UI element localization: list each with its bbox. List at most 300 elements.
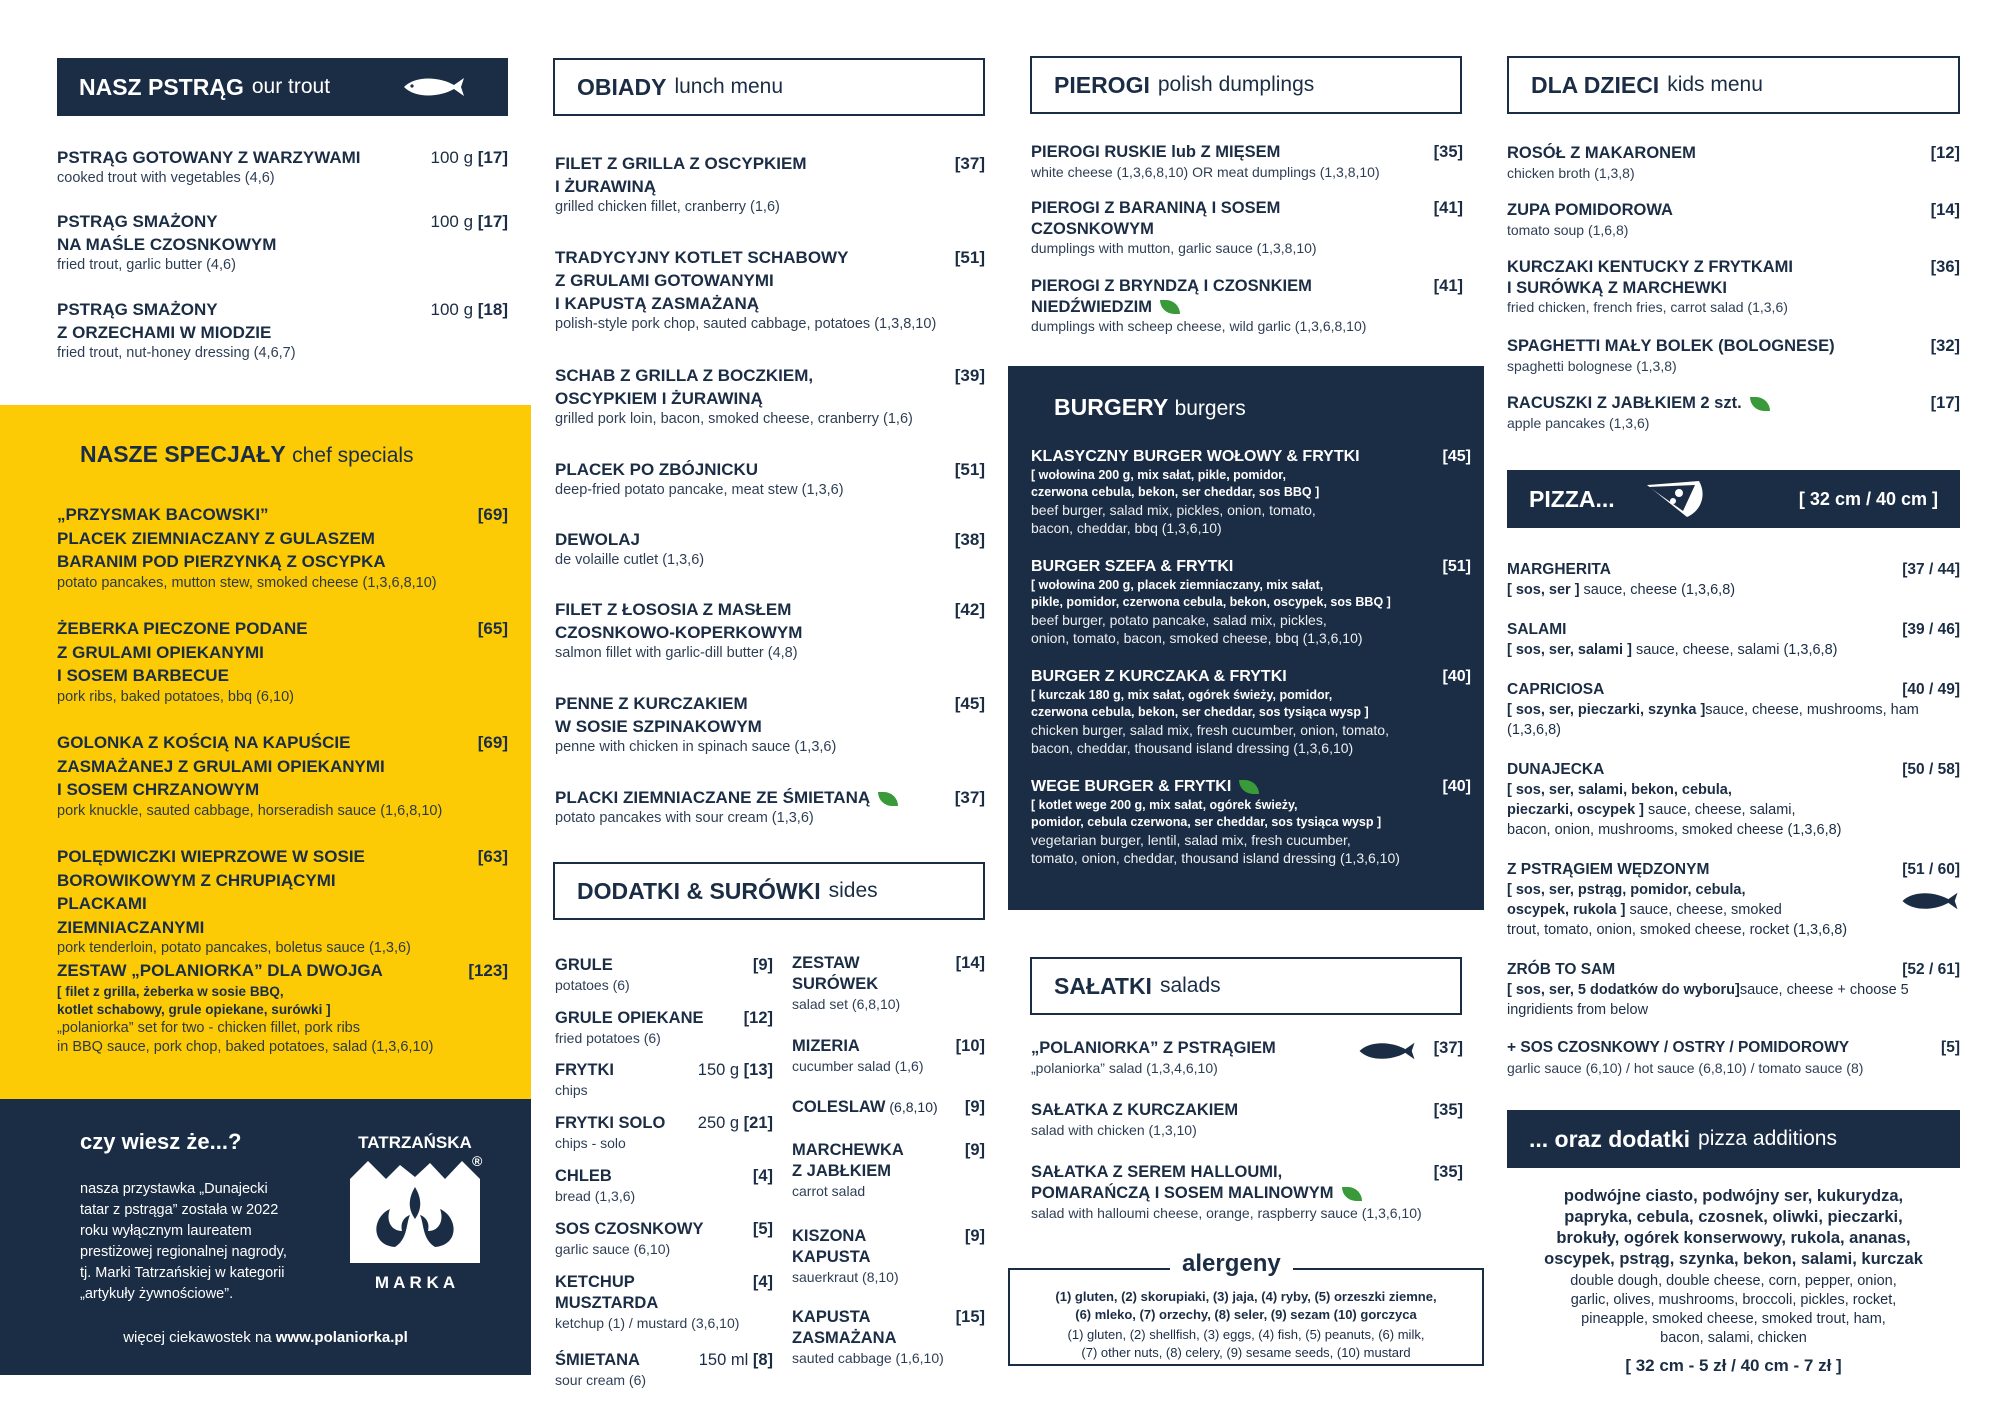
item-description: sauce, cheese, mushrooms, ham (1,3,6,8) (1507, 702, 1919, 738)
burgers-panel (1008, 366, 1484, 910)
item-price (955, 598, 985, 621)
item-description: sauce, cheese + choose 5 ingridients from below (1507, 982, 1909, 1018)
lunch-title: OBIADY (577, 73, 667, 100)
item-description: pork ribs, baked potatoes, bbq (6,10) (57, 688, 294, 705)
item-ingredients-text: [ sos, ser, pieczarki, szynka ] (1507, 702, 1706, 718)
item-description: garlic sauce (6,10) / hot sauce (6,8,10) / tomato sauce (8) (1507, 1060, 1864, 1076)
item-description: penne with chicken in spinach sauce (1,3,6) (555, 739, 837, 755)
item-name (57, 959, 508, 983)
item-name-text: SAŁATKA Z KURCZAKIEM (1031, 1101, 1239, 1119)
item-description: cooked trout with vegetables (4,6) (57, 170, 275, 186)
item-price (468, 959, 508, 983)
logo-mountain-icon (350, 1157, 480, 1263)
item-name-text: SCHAB Z GRILLA Z BOCZKIEM, OSCYPKIEM I ŻURAWINĄ (555, 366, 814, 408)
item-name-text: FILET Z ŁOSOSIA Z MASŁEM CZOSNKOWO-KOPERKOWYM (555, 600, 803, 642)
item-name-text: SAŁATKA Z SEREM HALLOUMI, POMARAŃCZĄ I SOSEM MALINOWYM (1031, 1163, 1334, 1202)
additions-subtitle: pizza additions (1698, 1127, 1837, 1150)
item-price-value: [17] (477, 148, 508, 167)
item-price (1931, 336, 1960, 357)
item-price-value: [21] (743, 1114, 773, 1132)
menu-item (1507, 200, 1960, 239)
special-item (57, 731, 508, 821)
item-price-value: [45] (1442, 448, 1471, 465)
item-price (1443, 776, 1471, 797)
item-name-text: MIZERIA (792, 1037, 860, 1055)
item-price-value: [39 / 46] (1902, 621, 1960, 638)
item-name (792, 1097, 985, 1118)
item-name (555, 1166, 773, 1187)
item-price-value: [51] (954, 248, 985, 267)
item-price (698, 1113, 773, 1134)
item-name-text: SOS CZOSNKOWY (555, 1220, 704, 1238)
item-ingredients (57, 983, 508, 1019)
item-price-value: [51] (954, 460, 985, 479)
item-price-value: [51 / 60] (1902, 861, 1960, 878)
item-description: beef burger, salad mix, pickles, onion, tomato, bacon, cheddar, bbq (1,3,6,10) (1031, 502, 1316, 536)
item-price (955, 152, 985, 175)
menu-item (555, 1113, 773, 1152)
special-item (57, 503, 508, 593)
item-name-text: KLASYCZNY BURGER WOŁOWY & FRYTKI (1031, 448, 1360, 465)
item-name (555, 786, 985, 809)
item-name (555, 955, 773, 976)
item-name (1507, 200, 1960, 221)
menu-item (792, 1226, 985, 1286)
item-price-value: [63] (477, 847, 508, 866)
menu-item (1507, 393, 1960, 432)
item-weight: 250 g (697, 1114, 744, 1132)
item-weight: 150 g (697, 1061, 744, 1079)
item-description: de volaille cutlet (1,3,6) (555, 552, 705, 568)
item-price-value: [35] (1433, 1163, 1463, 1181)
menu-item (555, 246, 985, 334)
item-price (955, 692, 985, 715)
item-description: chips - solo (555, 1135, 626, 1151)
item-description: grilled chicken fillet, cranberry (1,6) (555, 199, 780, 215)
item-price (1902, 620, 1960, 640)
item-description: salmon fillet with garlic-dill butter (4,8) (555, 645, 798, 661)
item-price (1443, 666, 1471, 687)
item-name-text: KISZONA KAPUSTA (792, 1227, 871, 1266)
item-ingredients (1507, 640, 1960, 660)
item-name (1507, 257, 1960, 298)
item-name-text: ROSÓŁ Z MAKARONEM (1507, 144, 1696, 162)
menu-item (555, 598, 985, 663)
specials-title: NASZE SPECJAŁY (80, 441, 286, 467)
item-price-value: [37] (954, 154, 985, 173)
item-ingredients (1031, 687, 1471, 721)
burgers-header (1054, 394, 1246, 421)
item-name-text: COLESLAW (792, 1098, 886, 1116)
kids-subtitle: kids menu (1667, 73, 1763, 96)
item-price (955, 364, 985, 387)
menu-item (1507, 560, 1960, 600)
specials-panel (0, 405, 531, 1099)
item-description: fried trout, garlic butter (4,6) (57, 257, 236, 273)
item-allergens: (6,8,10) (885, 1099, 938, 1115)
item-name-text: TRADYCYJNY KOTLET SCHABOWY Z GRULAMI GOTOWANYMI I KAPUSTĄ ZASMAŻANĄ (555, 248, 849, 313)
item-price (1902, 560, 1960, 580)
item-price-value: [40] (1442, 668, 1471, 685)
item-price-value: [50 / 58] (1902, 761, 1960, 778)
item-price-value: [45] (954, 694, 985, 713)
item-name-text: PIEROGI RUSKIE lub Z MIĘSEM (1031, 143, 1281, 161)
trout-subtitle: our trout (251, 75, 331, 98)
item-description: vegetarian burger, lentil, salad mix, fresh cucumber, tomato, onion, cheddar, thousand island dressing (1,3,6,10) (1031, 832, 1400, 866)
item-name (1031, 446, 1471, 467)
item-description: potato pancakes with sour cream (1,3,6) (555, 810, 814, 826)
item-name-text: PIEROGI Z BARANINĄ I SOSEM CZOSNKOWYM (1031, 199, 1281, 238)
item-name (1031, 1100, 1463, 1121)
menu-item (57, 298, 508, 363)
item-ingredients (1031, 577, 1471, 611)
item-name-text: RACUSZKI Z JABŁKIEM 2 szt. (1507, 394, 1742, 412)
menu-item (1507, 760, 1960, 840)
tatra-logo (340, 1133, 490, 1303)
item-name (555, 1219, 773, 1240)
menu-item (555, 692, 985, 757)
item-price-value: [52 / 61] (1902, 961, 1960, 978)
salads-title: SAŁATKI (1054, 972, 1152, 999)
additions-pl: podwójne ciasto, podwójny ser, kukurydza, papryka, cebula, czosnek, oliwki, pieczarki, brokuły, ogórek konserwowy, rukola, ananas, oscypek, pstrąg, szynka, bekon, salami, kurczak (1544, 1187, 1923, 1268)
item-price (1443, 446, 1471, 467)
item-price-value: [51] (1442, 558, 1471, 575)
item-name-text: CHLEB (555, 1167, 612, 1185)
menu-item (1031, 446, 1471, 537)
specials-header (80, 441, 414, 468)
item-price-value: [38] (954, 530, 985, 549)
item-price-value: [123] (468, 961, 508, 980)
item-name (792, 1226, 985, 1268)
item-name (792, 1140, 985, 1182)
item-name (1507, 1038, 1960, 1058)
item-price-value: [8] (752, 1351, 773, 1369)
item-name-text: MARGHERITA (1507, 561, 1611, 578)
item-price-value: [17] (477, 212, 508, 231)
item-ingredients (1507, 780, 1960, 840)
item-price-value: [37 / 44] (1902, 561, 1960, 578)
item-name (555, 458, 985, 481)
item-description: sauerkraut (8,10) (792, 1269, 899, 1285)
item-name-text: FILET Z GRILLA Z OSCYPKIEM I ŻURAWINĄ (555, 154, 807, 196)
menu-item (792, 1036, 985, 1075)
menu-item (1031, 666, 1471, 757)
menu-item (1507, 960, 1960, 1020)
item-name-text: PSTRĄG GOTOWANY Z WARZYWAMI (57, 148, 361, 167)
item-name (555, 692, 985, 738)
item-weight: 150 ml (698, 1351, 753, 1369)
item-name-text: MARCHEWKA Z JABŁKIEM (792, 1141, 904, 1180)
item-ingredients (1507, 880, 1960, 940)
item-price-value: [69] (477, 505, 508, 524)
item-price (1902, 680, 1960, 700)
salads-subtitle: salads (1159, 974, 1221, 997)
item-price (955, 528, 985, 551)
vegetarian-leaf-icon (1160, 300, 1180, 314)
item-description: bread (1,3,6) (555, 1188, 636, 1204)
special-item (57, 959, 508, 1057)
pierogi-header (1030, 56, 1462, 114)
item-description: chips (555, 1082, 588, 1098)
item-price-value: [5] (1941, 1039, 1960, 1056)
item-name-text: „POLANIORKA” Z PSTRĄGIEM (1031, 1039, 1276, 1057)
item-name (57, 503, 508, 574)
burgers-subtitle: burgers (1174, 397, 1246, 420)
item-ingredients-text: [ filet z grilla, żeberka w sosie BBQ, kotlet schabowy, grule opiekane, surówki ] (57, 983, 331, 1017)
item-price-value: [32] (1930, 337, 1960, 355)
menu-item (792, 1097, 985, 1118)
item-price-value: [4] (752, 1273, 773, 1291)
item-price (1941, 1038, 1960, 1058)
item-description: salad with chicken (1,3,10) (1031, 1122, 1197, 1138)
item-description: „polaniorka” salad (1,3,4,6,10) (1031, 1060, 1218, 1076)
item-name (1507, 336, 1960, 357)
didyouknow-more (0, 1329, 531, 1346)
allergens-en: (1) gluten, (2) shellfish, (3) eggs, (4) fish, (5) peanuts, (6) milk, (7) other nuts, (8) celery, (9) sesame seeds, (10) mustard (1067, 1327, 1425, 1360)
item-name-text: PENNE Z KURCZAKIEM W SOSIE SZPINAKOWYM (555, 694, 762, 736)
item-price-value: [42] (954, 600, 985, 619)
item-description: salad set (6,8,10) (792, 996, 901, 1012)
item-price-value: [9] (752, 956, 773, 974)
item-price (955, 246, 985, 269)
menu-item (792, 1140, 985, 1200)
item-price-value: [9] (964, 1141, 985, 1159)
lunch-header (553, 58, 985, 116)
item-price (955, 786, 985, 809)
menu-item (555, 955, 773, 994)
item-name (57, 845, 508, 939)
item-name (1031, 276, 1463, 317)
trout-title: NASZ PSTRĄG (79, 73, 244, 100)
item-price (956, 1036, 985, 1057)
item-name-text: POLĘDWICZKI WIEPRZOWE W SOSIE BOROWIKOWYM Z CHRUPIĄCYMI PLACKAMI ZIEMNIACZANYMI (57, 847, 365, 937)
item-price-value: [9] (964, 1098, 985, 1116)
item-name-text: DUNAJECKA (1507, 761, 1605, 778)
item-price-value: [4] (752, 1167, 773, 1185)
menu-item (1031, 1038, 1463, 1077)
item-price-value: [17] (1930, 394, 1960, 412)
pierogi-title: PIEROGI (1054, 71, 1150, 98)
menu-item (555, 1350, 773, 1389)
item-description: polish-style pork chop, sauted cabbage, potatoes (1,3,8,10) (555, 316, 937, 332)
item-price-value: [9] (964, 1227, 985, 1245)
menu-item (1507, 620, 1960, 660)
menu-item (1507, 860, 1960, 940)
item-description: sour cream (6) (555, 1372, 647, 1388)
vegetarian-leaf-icon (1239, 780, 1259, 794)
item-price (1434, 276, 1463, 297)
menu-item (792, 1307, 985, 1367)
website-link[interactable]: www.polaniorka.pl (275, 1329, 408, 1346)
didyouknow-text: nasza przystawka „Dunajecki tatar z pstrąga” została w 2022 roku wyłącznym laureatem prestiżowej regionalnej nagrody, tj. Marki Tatrzańskiej w kategorii „artykuły żywnościowe”. (80, 1181, 287, 1302)
item-description: tomato soup (1,6,8) (1507, 221, 1629, 238)
item-price (965, 1226, 985, 1247)
item-description: „polaniorka” set for two - chicken fillet, pork ribs in BBQ sauce, pork chop, baked potatoes, salad (1,3,6,10) (57, 1019, 434, 1055)
item-description: sauce, cheese (1,3,6,8) (1579, 582, 1736, 598)
menu-item (1031, 142, 1463, 181)
item-name-text: SALAMI (1507, 621, 1567, 638)
item-name (57, 731, 508, 802)
item-ingredients-text: [ wołowina 200 g, mix sałat, pikle, pomidor, czerwona cebula, bekon, ser cheddar, sos BBQ ] (1031, 468, 1320, 499)
item-price (1931, 393, 1960, 414)
item-name-text: CAPRICIOSA (1507, 681, 1605, 698)
item-name-text: KAPUSTA ZASMAŻANA (792, 1308, 897, 1347)
item-description: cucumber salad (1,6) (792, 1058, 924, 1074)
menu-item (555, 152, 985, 217)
pizza-title: PIZZA... (1529, 485, 1615, 512)
item-price (1902, 860, 1960, 880)
menu-item (1031, 776, 1471, 867)
menu-item (1507, 143, 1960, 182)
item-price-value: [35] (1433, 1101, 1463, 1119)
item-price-value: [41] (1433, 199, 1463, 217)
item-price (956, 953, 985, 974)
item-ingredients (1031, 467, 1471, 501)
additions-header (1507, 1110, 1960, 1168)
item-ingredients-text: [ sos, ser, salami ] (1507, 642, 1632, 658)
kids-title: DLA DZIECI (1531, 71, 1660, 98)
item-name (1507, 860, 1960, 880)
item-description: fried chicken, french fries, carrot salad (1,3,6) (1507, 299, 1788, 315)
menu-item (792, 953, 985, 1013)
item-price (965, 1140, 985, 1161)
item-weight: 100 g (430, 148, 478, 167)
menu-item (555, 458, 985, 500)
allergens-box (1008, 1250, 1484, 1366)
item-name-text: ŻEBERKA PIECZONE PODANE Z GRULAMI OPIEKANYMI I SOSEM BARBECUE (57, 619, 308, 685)
item-description: pork knuckle, sauted cabbage, horseradish sauce (1,6,8,10) (57, 802, 443, 819)
item-ingredients-text: [ wołowina 200 g, placek ziemniaczany, mix sałat, pikle, pomidor, czerwona cebula, bekon, oscypek, sos BBQ ] (1031, 578, 1391, 609)
item-description: chicken broth (1,3,8) (1507, 164, 1635, 181)
salads-header (1030, 957, 1462, 1015)
item-price (956, 1307, 985, 1328)
item-price-value: [35] (1433, 143, 1463, 161)
pizza-sizes: [ 32 cm / 40 cm ] (1798, 488, 1938, 509)
item-price (1434, 142, 1463, 163)
item-name-text: PSTRĄG SMAŻONY Z ORZECHAMI W MIODZIE (57, 300, 272, 342)
item-price (478, 845, 508, 869)
menu-item (1507, 680, 1960, 740)
specials-subtitle: chef specials (292, 444, 414, 467)
item-ingredients-text: [ sos, ser, pstrąg, pomidor, cebula, oscypek, rukola ] (1507, 882, 1746, 918)
item-price-value: [15] (955, 1308, 985, 1326)
item-price (478, 617, 508, 641)
item-description: apple pancakes (1,3,6) (1507, 414, 1650, 431)
more-text: więcej ciekawostek na (123, 1329, 276, 1346)
item-name-text: WEGE BURGER & FRYTKI (1031, 778, 1232, 795)
item-description: garlic sauce (6,10) (555, 1241, 671, 1257)
item-price-value: [18] (477, 300, 508, 319)
logo-bottom-text: M A R K A (374, 1273, 456, 1292)
menu-item (1507, 336, 1960, 375)
menu-item (1507, 257, 1960, 316)
item-name (1031, 142, 1463, 163)
additions-price: [ 32 cm - 5 zł / 40 cm - 7 zł ] (1625, 1356, 1842, 1375)
pierogi-subtitle: polish dumplings (1157, 73, 1315, 96)
item-price-value: [69] (477, 733, 508, 752)
item-name-text: SPAGHETTI MAŁY BOLEK (BOLOGNESE) (1507, 337, 1835, 355)
item-name-text: FRYTKI (555, 1061, 614, 1079)
item-name (1031, 1162, 1463, 1204)
item-name (1507, 620, 1960, 640)
menu-item (1031, 1162, 1463, 1222)
item-price-value: [14] (955, 954, 985, 972)
item-price-value: [40] (1442, 778, 1471, 795)
item-name-text: BURGER Z KURCZAKA & FRYTKI (1031, 668, 1287, 685)
item-price-value: [12] (1930, 144, 1960, 162)
didyouknow-title: czy wiesz że...? (80, 1129, 242, 1154)
special-item (57, 845, 508, 958)
item-price (753, 1219, 773, 1240)
item-description: fried trout, nut-honey dressing (4,6,7) (57, 345, 296, 361)
item-price (753, 1272, 773, 1293)
item-price (965, 1097, 985, 1118)
item-price-value: [12] (743, 1009, 773, 1027)
allergens-pl: (1) gluten, (2) skorupiaki, (3) jaja, (4) ryby, (5) orzeszki ziemne, (6) mleko, (7) orzechy, (8) seler, (9) sezam (10) gorczyca (1055, 1289, 1437, 1322)
kids-header (1507, 56, 1960, 114)
item-name (1031, 776, 1471, 797)
item-ingredients-text: [ kurczak 180 g, mix sałat, ogórek świeży, pomidor, czerwona cebula, bekon, ser cheddar, sos tysiąca wysp ] (1031, 688, 1369, 719)
item-name (1507, 143, 1960, 164)
item-description: chicken burger, salad mix, fresh cucumber, onion, tomato, bacon, cheddar, thousand island dressing (1,3,6,10) (1031, 722, 1389, 756)
item-ingredients (1507, 980, 1960, 1020)
item-name-text: PIEROGI Z BRYNDZĄ I CZOSNKIEM NIEDŹWIEDZIM (1031, 277, 1312, 316)
item-price-value: [14] (1930, 201, 1960, 219)
item-description: potatoes (6) (555, 977, 630, 993)
menu-item (1031, 556, 1471, 647)
item-description: sauce, cheese, salami (1,3,6,8) (1631, 642, 1838, 658)
fish-icon (1900, 890, 1960, 912)
item-price (1931, 143, 1960, 164)
pizza-header (1507, 470, 1960, 528)
logo-reg-mark: ® (472, 1153, 483, 1169)
allergens-title: alergeny (1170, 1250, 1293, 1278)
item-description: potato pancakes, mutton stew, smoked cheese (1,3,6,8,10) (57, 574, 437, 591)
special-item (57, 617, 508, 707)
item-name-text: GRULE OPIEKANE (555, 1009, 704, 1027)
menu-item (555, 1008, 773, 1047)
item-price (753, 1166, 773, 1187)
didyouknow-panel (0, 1099, 531, 1375)
item-name-text: DEWOLAJ (555, 530, 640, 549)
item-name-text: PSTRĄG SMAŻONY NA MAŚLE CZOSNKOWYM (57, 212, 277, 254)
item-name-text: + SOS CZOSNKOWY / OSTRY / POMIDOROWY (1507, 1039, 1850, 1056)
item-description: ketchup (1) / mustard (3,6,10) (555, 1315, 740, 1331)
menu-item (555, 786, 985, 828)
item-price (753, 955, 773, 976)
burgers-title: BURGERY (1054, 394, 1169, 420)
menu-item (57, 146, 508, 188)
item-description: grilled pork loin, bacon, smoked cheese, cranberry (1,6) (555, 411, 913, 427)
fish-icon (402, 75, 466, 99)
item-ingredients-text: [ sos, ser ] (1507, 582, 1580, 598)
item-name (1507, 960, 1960, 980)
item-name (555, 364, 985, 410)
item-price (478, 731, 508, 755)
item-name (1031, 556, 1471, 577)
item-name (57, 617, 508, 688)
item-price (1434, 1162, 1463, 1183)
item-description: carrot salad (792, 1183, 866, 1199)
menu-item (1507, 1038, 1960, 1078)
item-price-value: [39] (954, 366, 985, 385)
trout-header (57, 58, 508, 116)
item-description: dumplings with mutton, garlic sauce (1,3,8,10) (1031, 240, 1317, 256)
item-price (1434, 198, 1463, 219)
item-price (699, 1350, 773, 1371)
item-name (555, 246, 985, 315)
item-name (1031, 666, 1471, 687)
